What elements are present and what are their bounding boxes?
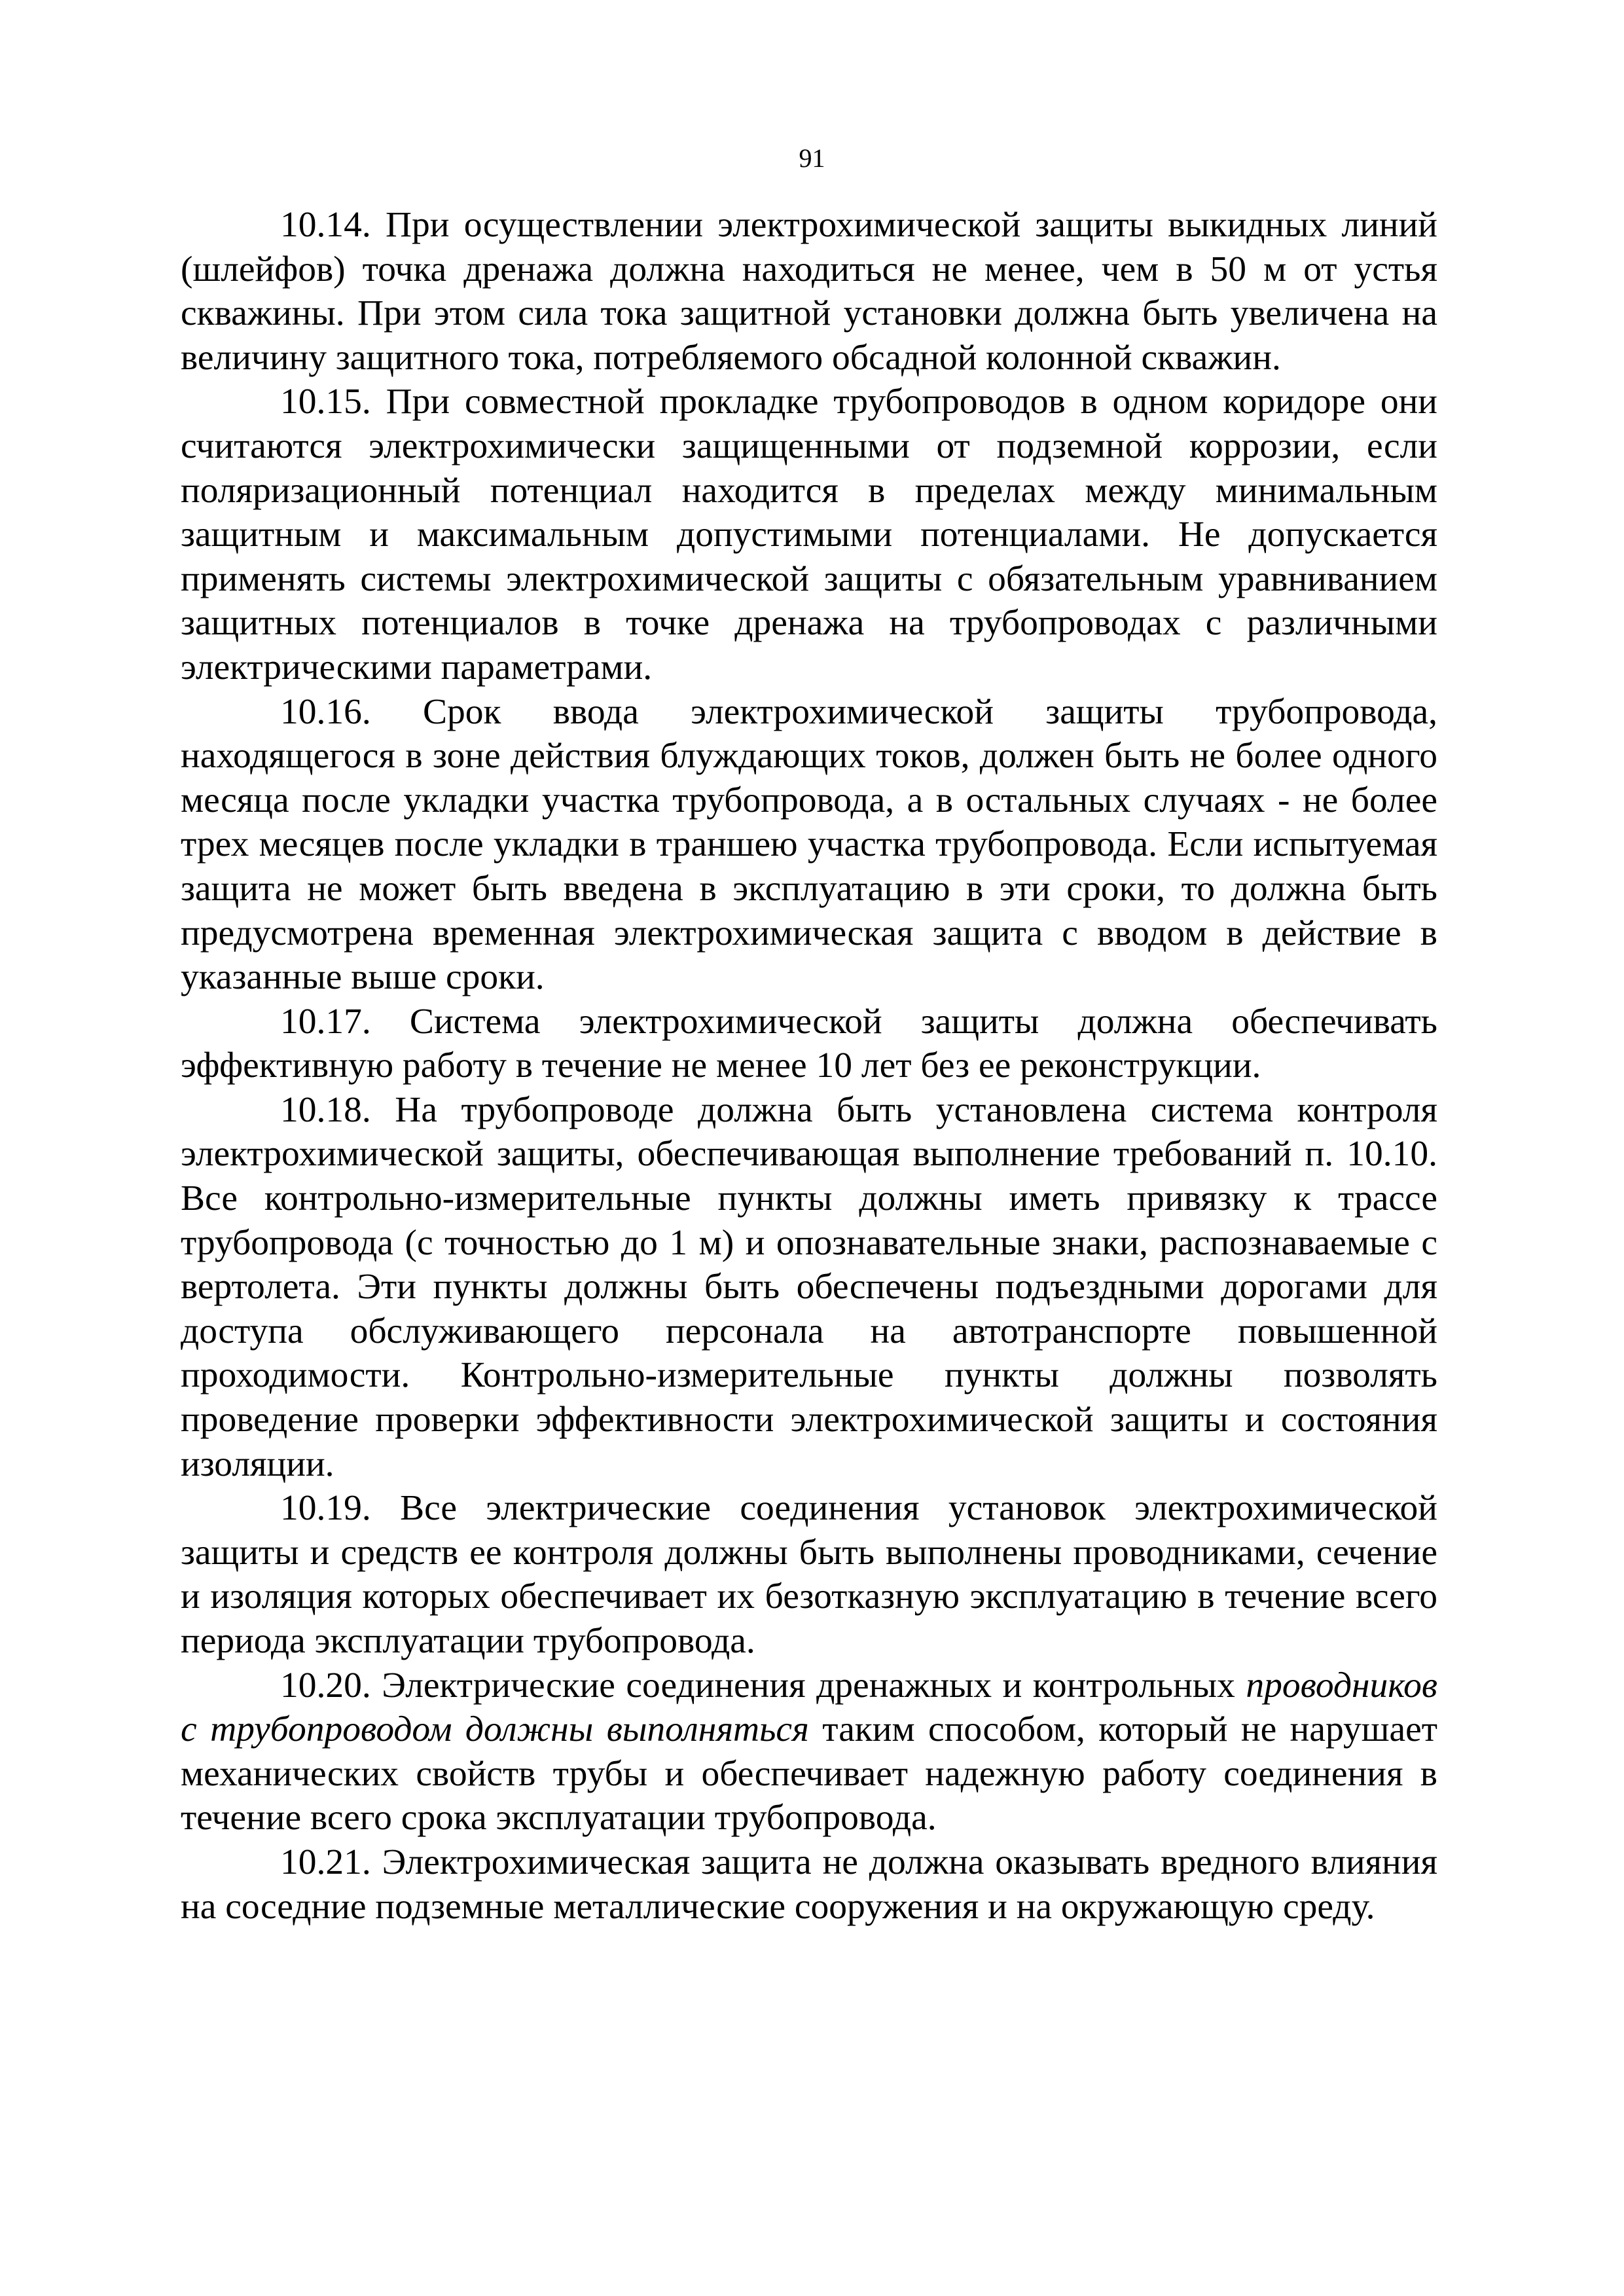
paragraph-10-20-end: таким способом, который не нарушает механических свойств трубы и обеспечивает надежную работу соединения в течение всего срока эксплуатации трубопровода. <box>181 1709 1437 1838</box>
page-number: 91 <box>799 143 825 173</box>
paragraph-10-21: 10.21. Электрохимическая защита не должна оказывать вредного влияния на соседние подземные металлические сооружения и на окружающую среду. <box>181 1842 1437 1927</box>
body-text <box>181 203 1437 1929</box>
paragraph-10-19: 10.19. Все электрические соединения установок электрохимической защиты и средств ее контроля должны быть выполнены проводниками, сечение и изоляция которых обеспечивает их безотказную эксплуатацию в течение всего периода эксплуатации трубопровода. <box>181 1488 1437 1661</box>
paragraph-10-17: 10.17. Система электрохимической защиты должна обеспечивать эффективную работу в течение не менее 10 лет без ее реконструкции. <box>181 1001 1437 1086</box>
paragraph-10-20-start: 10.20. Электрические соединения дренажных и контрольных <box>280 1665 1246 1705</box>
paragraph-10-14: 10.14. При осуществлении электрохимической защиты выкидных линий (шлейфов) точка дренажа должна находиться не менее, чем в 50 м от устья скважины. При этом сила тока защитной установки должна быть увеличена на величину защитного тока, потребляемого обсадной колонной скважин. <box>181 205 1437 378</box>
paragraph-10-20-italic: проводников с трубопроводом должны выполняться <box>181 1665 1437 1750</box>
paragraph-10-18: 10.18. На трубопроводе должна быть установлена система контроля электрохимической защиты, обеспечивающая выполнение требований п. 10.10. Все контрольно-измерительные пункты должны иметь привязку к трассе трубопровода (с точностью до 1 м) и опознавательные знаки, распознаваемые с вертолета. Эти пункты должны быть обеспечены подъездными дорогами для доступа обслуживающего персонала на автотранспорте повышенной проходимости. Контрольно-измерительные пункты должны позволять проведение проверки эффективности электрохимической защиты и состояния изоляции. <box>181 1089 1437 1484</box>
paragraph-10-16: 10.16. Срок ввода электрохимической защиты трубопровода, находящегося в зоне действия блуждающих токов, должен быть не более одного месяца после укладки участка трубопровода, а в остальных случаях - не более трех месяцев после укладки в траншею участка трубопровода. Если испытуемая защита не может быть введена в эксплуатацию в эти сроки, то должна быть предусмотрена временная электрохимическая защита с вводом в действие в указанные выше сроки. <box>181 691 1437 998</box>
paragraph-10-20 <box>181 1664 1437 1840</box>
paragraph-10-15: 10.15. При совместной прокладке трубопроводов в одном коридоре они считаются электрохимически защищенными от подземной коррозии, если поляризационный потенциал находится в пределах между минимальным защитным и максимальным допустимыми потенциалами. Не допускается применять системы электрохимической защиты с обязательным уравниванием защитных потенциалов в точке дренажа на трубопроводах с различными электрическими параметрами. <box>181 382 1437 687</box>
